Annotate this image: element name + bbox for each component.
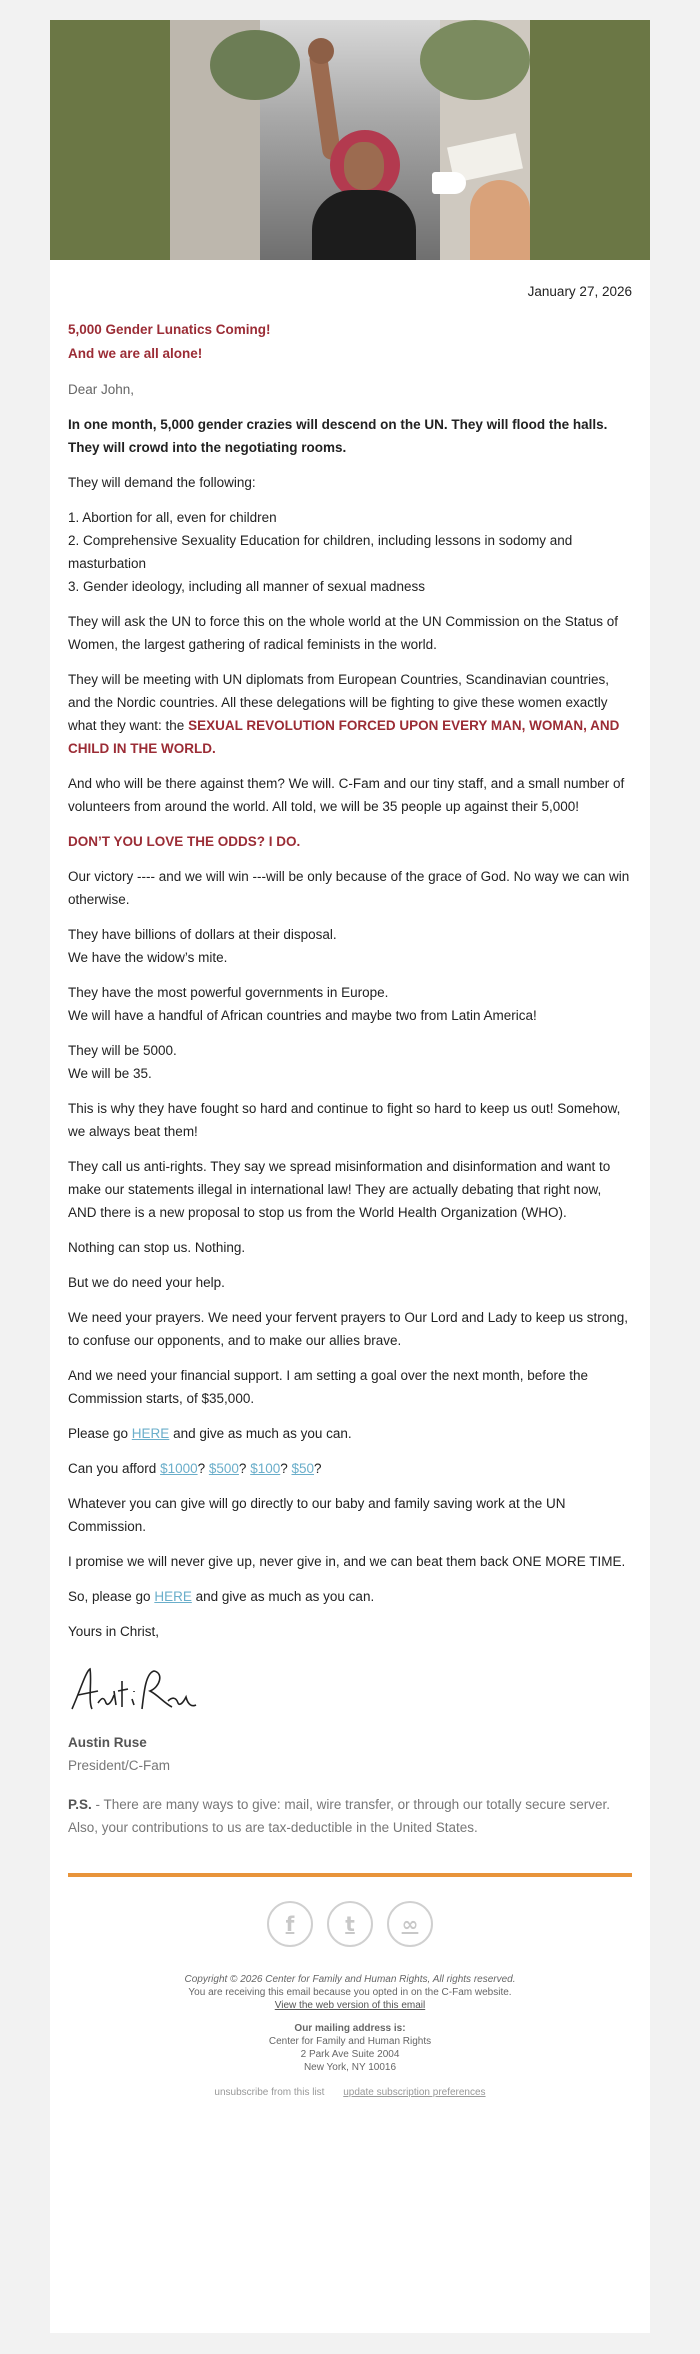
fought-paragraph: This is why they have fought so hard and continue to fight so hard to keep us out! Somehow, we always beat them! [68, 1101, 621, 1139]
email-date: January 27, 2026 [527, 284, 632, 299]
amount-100-link[interactable]: $100 [250, 1461, 281, 1476]
signature-icon [68, 1661, 198, 1719]
web-version-link[interactable]: View the web version of this email [274, 2000, 426, 2011]
footer-divider [68, 1873, 632, 1877]
protester-body [312, 190, 416, 260]
victory-paragraph: Our victory ---- and we will win ---will be only because of the grace of God. No way we can win otherwise. [68, 869, 630, 907]
facebook-icon[interactable]: f [267, 1901, 313, 1947]
intro-paragraph: In one month, 5,000 gender crazies will descend on the UN. They will flood the halls. They will crowd into the negotiating rooms. [68, 417, 608, 455]
donate-here-link-1[interactable]: HERE [131, 1426, 170, 1441]
email-card [50, 20, 650, 2333]
closing: Yours in Christ, [68, 1624, 160, 1639]
city-address: New York, NY 10016 [303, 2062, 397, 2073]
ps-paragraph [68, 1793, 632, 1839]
against-paragraph: And who will be there against them? We will. C-Fam and our tiny staff, and a small number of volunteers from around the world. All told, we will be 35 people up against their 5,000! [68, 776, 625, 814]
link-icon[interactable]: ∞ [387, 1901, 433, 1947]
tree [210, 30, 300, 100]
list-item: 2. Comprehensive Sexuality Education for children, including lessons in sodomy and masturbation [68, 533, 573, 571]
meeting-red-text: SEXUAL REVOLUTION FORCED UPON EVERY MAN, WOMAN, AND CHILD IN THE WORLD. [68, 718, 620, 756]
footer-links [68, 2086, 632, 2099]
headline-line1: 5,000 Gender Lunatics Coming! [68, 322, 271, 337]
megaphone-icon [432, 172, 466, 194]
hero-banner [50, 20, 650, 260]
demand-paragraph: They will demand the following: [68, 475, 256, 490]
protester-face [344, 142, 384, 190]
odds-paragraph: DON’T YOU LOVE THE ODDS? I DO. [68, 834, 301, 849]
count-line1: They will be 5000. [68, 1043, 177, 1058]
amount-500-link[interactable]: $500 [208, 1461, 239, 1476]
amount-1000-link[interactable]: $1000 [160, 1461, 198, 1476]
billions-paragraph [68, 923, 632, 969]
billions-line2: We have the widow’s mite. [68, 950, 228, 965]
salutation: Dear John, [68, 382, 135, 397]
gov-line1: They have the most powerful governments in Europe. [68, 985, 389, 1000]
social-links [68, 1901, 632, 1947]
demands-list [68, 506, 632, 598]
email-body [50, 260, 650, 2099]
headline-line2: And we are all alone! [68, 346, 203, 361]
bystander [470, 180, 530, 260]
email-footer [68, 1973, 632, 2099]
headline [68, 318, 632, 366]
optin-notice: You are receiving this email because you opted in on the C-Fam website. [188, 1987, 512, 1998]
count-line2: We will be 35. [68, 1066, 152, 1081]
whatever-paragraph: Whatever you can give will go directly to our baby and family saving work at the UN Commission. [68, 1496, 566, 1534]
afford-text: Can you afford [68, 1461, 161, 1476]
financial-paragraph: And we need your financial support. I am setting a goal over the next month, before the Commission starts, of $35,000. [68, 1368, 589, 1406]
copyright: Copyright © 2026 Center for Family and Human Rights, All rights reserved. [184, 1974, 516, 1985]
preferences-link[interactable]: update subscription preferences [343, 2087, 486, 2098]
donate-paragraph-1 [68, 1422, 632, 1445]
governments-paragraph [68, 981, 632, 1027]
street-address: 2 Park Ave Suite 2004 [300, 2049, 400, 2060]
donate-text: Please go [68, 1426, 132, 1441]
donate-text: So, please go [68, 1589, 155, 1604]
count-paragraph [68, 1039, 632, 1085]
billions-line1: They have billions of dollars at their disposal. [68, 927, 337, 942]
ps-text: - There are many ways to give: mail, wire transfer, or through our totally secure server. Also, your contributions to us are tax-deductible in the United States. [68, 1797, 610, 1835]
gov-line2: We will have a handful of African countries and maybe two from Latin America! [68, 1008, 537, 1023]
donate-text: and give as much as you can. [191, 1589, 375, 1604]
nothing-paragraph: Nothing can stop us. Nothing. [68, 1240, 246, 1255]
unsubscribe-link[interactable]: unsubscribe from this list [214, 2087, 325, 2098]
ps-label: P.S. [68, 1797, 92, 1812]
org-name: Center for Family and Human Rights [268, 2036, 432, 2047]
amount-50-link[interactable]: $50 [291, 1461, 315, 1476]
donate-here-link-2[interactable]: HERE [154, 1589, 192, 1604]
meeting-paragraph [68, 668, 632, 760]
protest-photo [170, 20, 530, 260]
help-paragraph: But we do need your help. [68, 1275, 225, 1290]
promise-paragraph: I promise we will never give up, never give in, and we can beat them back ONE MORE TIME. [68, 1554, 626, 1569]
donate-text: and give as much as you can. [169, 1426, 352, 1441]
tree [420, 20, 530, 100]
list-item: 1. Abortion for all, even for children [68, 510, 277, 525]
signature-name: Austin Ruse [68, 1735, 147, 1750]
signature-title: President/C-Fam [68, 1758, 171, 1773]
meeting-text: They will be meeting with UN diplomats from European Countries, Scandinavian countries, and the Nordic countries. All these delegations will be fighting to give these women exactly what they want: the [68, 672, 610, 733]
un-paragraph: They will ask the UN to force this on the whole world at the UN Commission on the Status of Women, the largest gathering of radical feminists in the world. [68, 614, 618, 652]
donate-paragraph-2 [68, 1585, 632, 1608]
mailing-title: Our mailing address is: [294, 2023, 406, 2034]
afford-paragraph: Can you afford $1000? $500? $100? $50? [68, 1461, 322, 1476]
twitter-icon[interactable]: t [327, 1901, 373, 1947]
signature-image [68, 1661, 632, 1719]
list-item: 3. Gender ideology, including all manner of sexual madness [68, 579, 425, 594]
prayers-paragraph: We need your prayers. We need your fervent prayers to Our Lord and Lady to keep us strong, to confuse our opponents, and to make our allies brave. [68, 1310, 629, 1348]
raised-fist [308, 38, 334, 64]
antirights-paragraph: They call us anti-rights. They say we spread misinformation and disinformation and want to make our statements illegal in international law! They are actually debating that right now, AND there is a new proposal to stop us from the World Health Organization (WHO). [68, 1159, 611, 1220]
